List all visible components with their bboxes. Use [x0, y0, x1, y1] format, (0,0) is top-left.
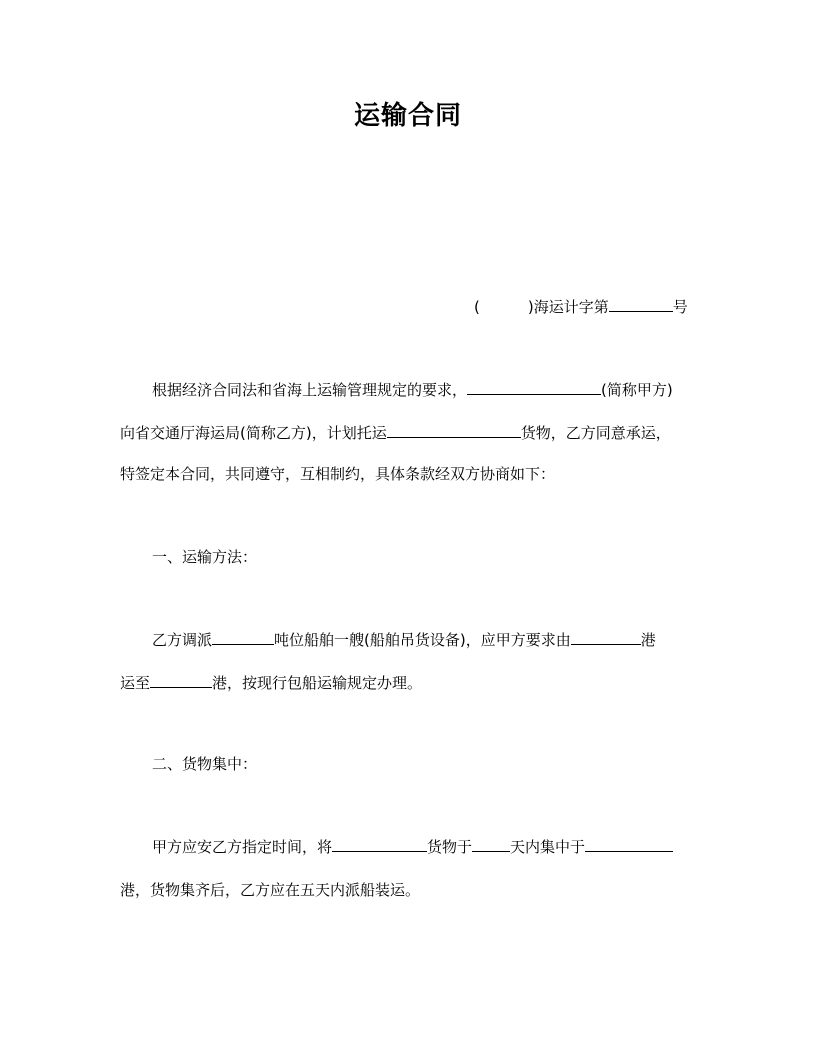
ref-number-blank	[609, 295, 673, 312]
section-2-text-1a: 甲方应安乙方指定时间，将	[152, 838, 333, 856]
section-1-text-1b: 吨位船舶一艘(船舶吊货设备)，应甲方要求由	[274, 631, 571, 649]
ref-text-after: 号	[672, 298, 688, 316]
reference-number-line	[474, 295, 688, 319]
party-a-blank	[467, 378, 601, 395]
section-1-text-1c: 港	[640, 631, 656, 649]
section-1-line-1	[152, 628, 656, 652]
section-2-line-1	[152, 835, 673, 859]
intro-text-1a: 根据经济合同法和省海上运输管理规定的要求，	[152, 381, 468, 399]
intro-text-2b: 货物，乙方同意承运，	[520, 424, 671, 442]
section-2-line-2: 港，货物集齐后，乙方应在五天内派船装运。	[120, 881, 421, 899]
intro-line-3: 特签定本合同，共同遵守，互相制约，具体条款经双方协商如下：	[120, 465, 556, 483]
assembly-port-blank	[585, 835, 673, 852]
cargo-blank	[332, 835, 427, 852]
section-1-line-2	[120, 671, 422, 695]
section-2-text-1b: 货物于	[427, 838, 473, 856]
days-blank	[472, 835, 510, 852]
section-2-text-1c: 天内集中于	[510, 838, 586, 856]
section-2-heading: 二、货物集中：	[152, 755, 258, 773]
document-title: 运输合同	[353, 101, 462, 131]
intro-line-1	[152, 378, 673, 402]
ref-open-paren: (	[474, 298, 480, 316]
intro-text-1b: (简称甲方)	[601, 381, 673, 399]
section-1-text-1a: 乙方调派	[152, 631, 213, 649]
tonnage-blank	[212, 628, 274, 645]
intro-text-2a: 向省交通厅海运局(简称乙方)，计划托运	[120, 424, 387, 442]
section-1-heading: 一、运输方法：	[152, 548, 258, 566]
intro-line-2	[120, 421, 671, 445]
section-1-text-2a: 运至	[120, 674, 151, 692]
section-1-text-2b: 港，按现行包船运输规定办理。	[212, 674, 423, 692]
origin-port-blank	[571, 628, 641, 645]
destination-port-blank	[150, 671, 212, 688]
ref-text-before: )海运计字第	[527, 298, 609, 316]
goods-blank	[387, 421, 521, 438]
